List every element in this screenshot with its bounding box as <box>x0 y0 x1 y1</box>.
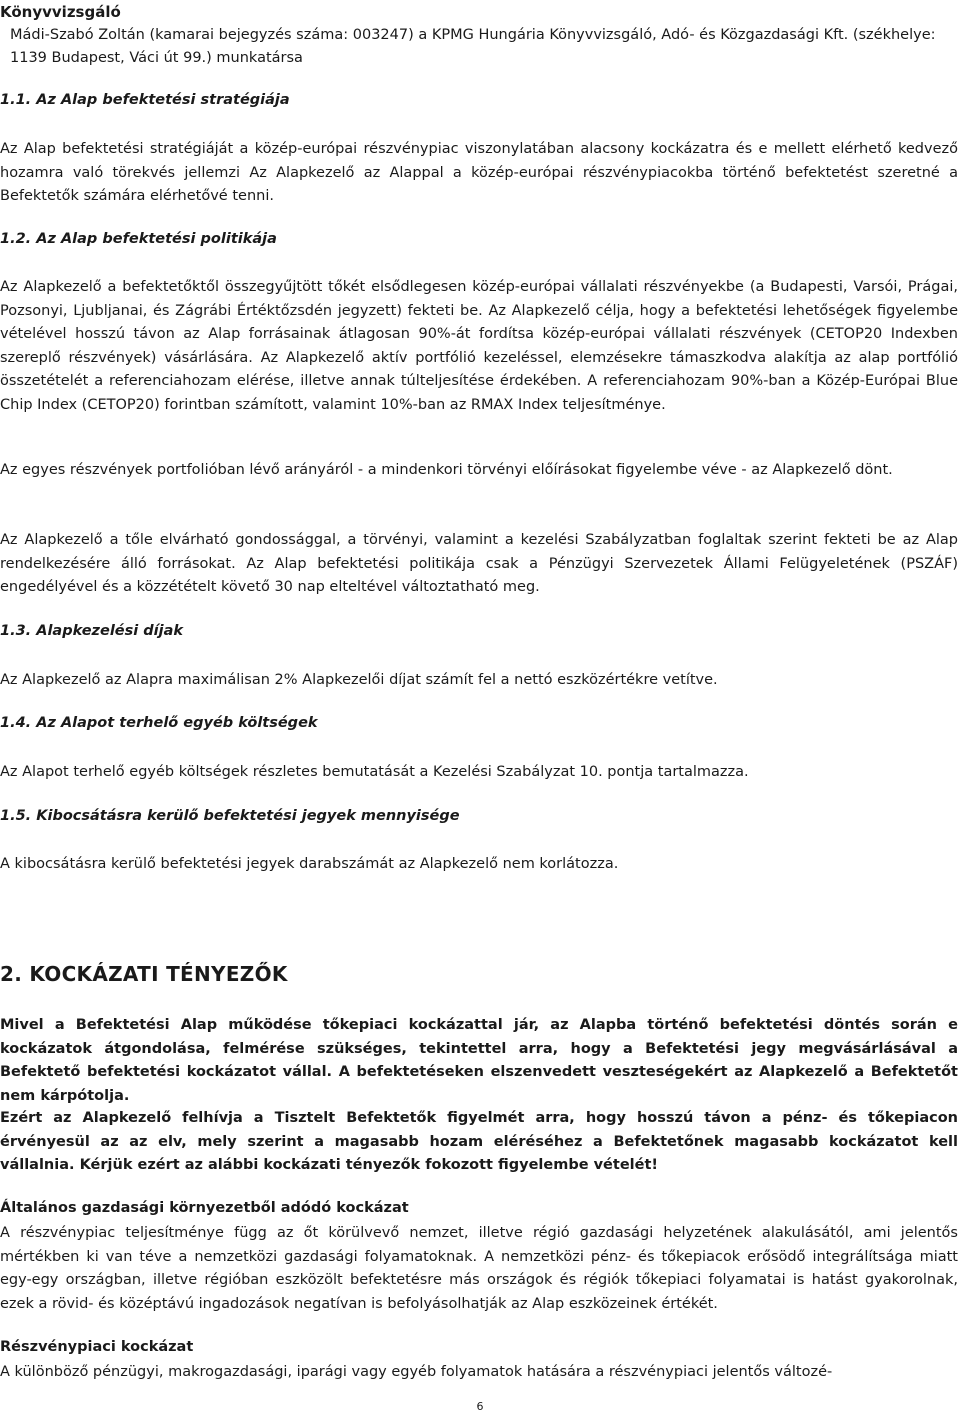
equity-risk-text: A különböző pénzügyi, makrogazdasági, iparági vagy egyéb folyamatok hatására a részvénypiaci jelentős változé- <box>0 1364 833 1380</box>
risk-warning-2: Ezért az Alapkezelő felhívja a Tisztelt Befektetők figyelmét arra, hogy hosszú távon a pénz- és tőkepiacon érvényesül az az elv, mely szerint a magasabb hozam eléréséhez a Befektetőnek magasabb kockázatot kell vállalnia. Kérjük ezért az alábbi kockázati tényezők fokozott figyelembe vételét! <box>0 1110 958 1173</box>
section-1-2-paragraph-2: Az egyes részvények portfolióban lévő arányáról - a mindenkori törvényi előírásokat figyelembe véve - az Alapkezelő dönt. <box>0 462 893 478</box>
section-1-1-paragraph: Az Alap befektetési stratégiáját a közép-európai részvénypiac viszonylatában alacsony kockázatra és e mellett elérhető kedvező hozamra való törekvés jellemzi Az Alapkezelő az Alappal a közép-európai részvénypiacokba történő befektetést szeretné a Befektetők számára elérhetővé tenni. <box>0 141 958 204</box>
section-1-4-paragraph: Az Alapot terhelő egyéb költségek részletes bemutatását a Kezelési Szabályzat 10. pontja tartalmazza. <box>0 764 749 780</box>
section-1-2-paragraph-1: Az Alapkezelő a befektetőktől összegyűjtött tőkét elsődlegesen közép-európai vállalati részvényekbe (a Budapesti, Varsói, Prágai, Pozsonyi, Ljubljanai, és Zágrábi Értéktőzsdén jegyzett) fekteti be. Az Alapkezelő célja, hogy a befektetési lehetőségek figyelembe vételével hosszú távon az Alap forrásainak átlagosan 90%-át fordítsa közép-európai vállalati részvények (CETOP20 Indexben szereplő részvények) vásárlására. Az Alapkezelő aktív portfólió kezeléssel, elemzésekre támaszkodva alakítja az alap portfólió összetételét a referenciahozam elérése, illetve annak túlteljesítése érdekében. A referenciahozam 90%-ban a Közép-Európai Blue Chip Index (CETOP20) forintban számított, valamint 10%-ban az RMAX Index teljesítménye. <box>0 279 958 413</box>
equity-risk-heading: Részvénypiaci kockázat <box>0 1339 194 1355</box>
section-1-5-paragraph: A kibocsátásra kerülő befektetési jegyek darabszámát az Alapkezelő nem korlátozza. <box>0 856 619 872</box>
auditor-title: Könyvvizsgáló <box>0 3 121 21</box>
section-1-1-heading: 1.1. Az Alap befektetési stratégiája <box>0 92 290 108</box>
section-1-4-heading: 1.4. Az Alapot terhelő egyéb költségek <box>0 715 318 731</box>
risk-warning-1: Mivel a Befektetési Alap működése tőkepiaci kockázattal jár, az Alapba történő befektetési döntés során e kockázatok átgondolása, felmérése szükséges, tekintettel arra, hogy a Befektetési jegy megvásárlásával a Befektető befektetési kockázatot vállal. A befektetéseken elszenvedett veszteségekért az Alapkezelő a Befektetőt nem kárpótolja. <box>0 1017 958 1104</box>
general-risk-heading: Általános gazdasági környezetből adódó kockázat <box>0 1200 409 1216</box>
general-risk-text: A részvénypiac teljesítménye függ az őt körülvevő nemzet, illetve régió gazdasági helyzetének alakulásától, ami jelentős mértékben ki van téve a nemzetközi gazdasági folyamatoknak. A nemzetközi pénz- és tőkepiacok erősödő integrálítsága miatt egy-egy országban, illetve régióban eszközölt befektetésre más országok és régiók tőkepiaci folyamatai is hatást gyakorolnak, ezek a rövid- és középtávú ingadozások negatívan is befolyásolhatják az Alap eszközeinek értékét. <box>0 1225 958 1312</box>
section-1-2-heading: 1.2. Az Alap befektetési politikája <box>0 231 277 247</box>
section-1-3-heading: 1.3. Alapkezelési díjak <box>0 623 184 639</box>
section-2-heading: 2. KOCKÁZATI TÉNYEZŐK <box>0 962 288 986</box>
section-1-5-heading: 1.5. Kibocsátásra kerülő befektetési jegyek mennyisége <box>0 808 460 824</box>
section-1-3-paragraph: Az Alapkezelő az Alapra maximálisan 2% Alapkezelői díjat számít fel a nettó eszközértékre vetítve. <box>0 672 718 688</box>
section-1-2-paragraph-3: Az Alapkezelő a tőle elvárható gondossággal, a törvényi, valamint a kezelési Szabályzatban foglaltak szerint fekteti be az Alap rendelkezésére álló forrásokat. Az Alap befektetési politikája csak a Pénzügyi Szervezetek Állami Felügyeletének (PSZÁF) engedélyével és a közzétételt követő 30 nap elteltével változtatható meg. <box>0 532 958 595</box>
page-number: 6 <box>476 1400 484 1413</box>
auditor-text: Mádi-Szabó Zoltán (kamarai bejegyzés száma: 003247) a KPMG Hungária Könyvvizsgáló, Adó- és Közgazdasági Kft. (székhelye: 1139 Budapest, Váci út 99.) munkatársa <box>10 27 936 66</box>
